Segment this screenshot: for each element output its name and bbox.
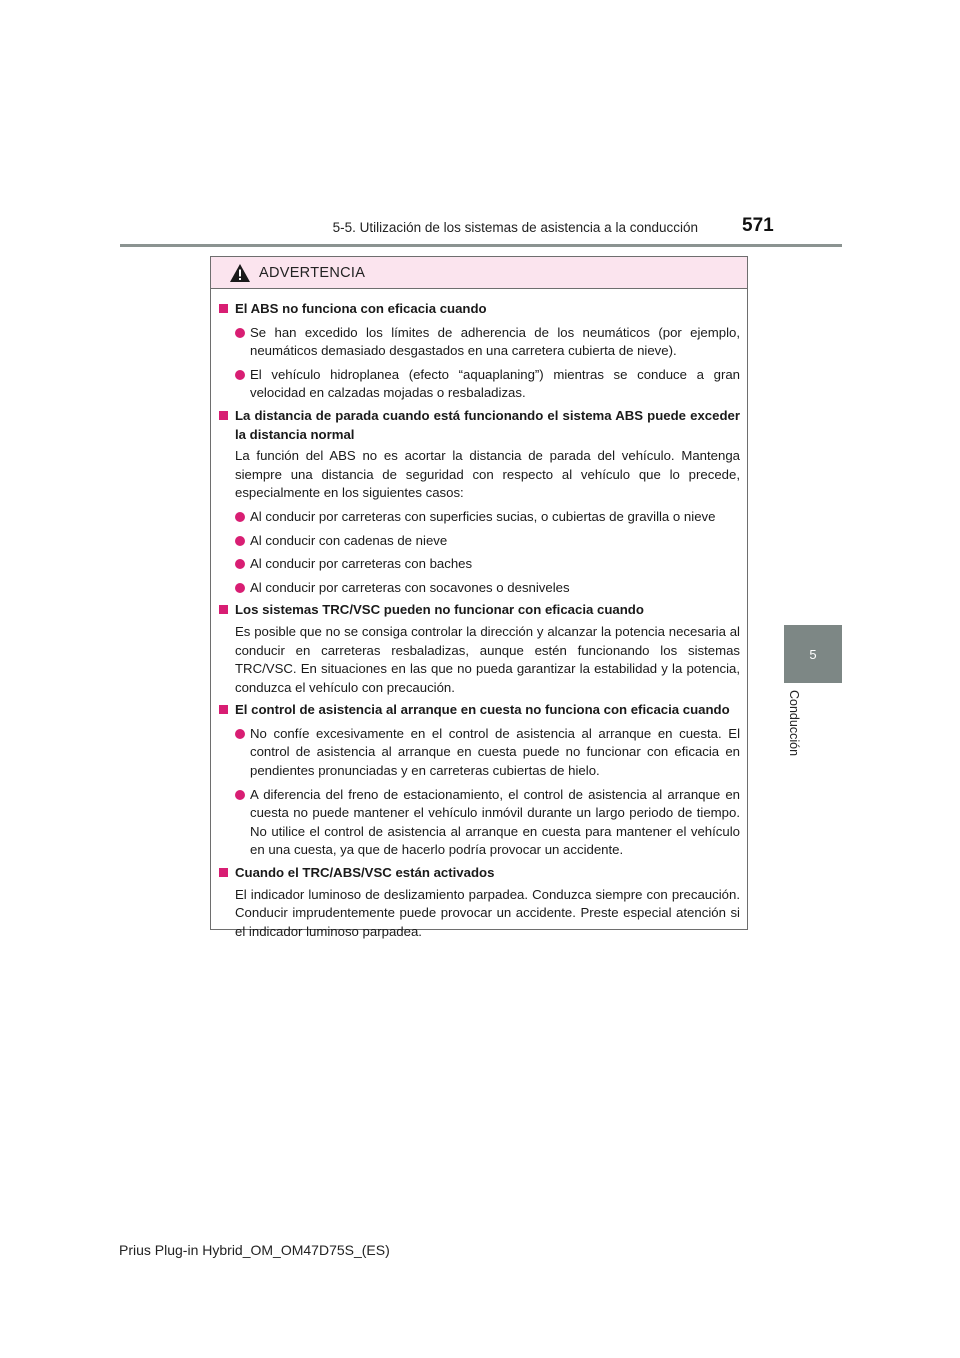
chapter-tab: 5 — [784, 625, 842, 683]
warning-section — [218, 864, 740, 941]
bullet-dot-icon — [235, 328, 245, 338]
warning-section — [218, 701, 740, 860]
section-paragraph: La función del ABS no es acortar la distancia de parada del vehículo. Mantenga siempre una distancia de seguridad con respecto al vehículo que lo precede, especialmente en los siguientes casos: — [235, 448, 740, 501]
bullet-dot-icon — [235, 536, 245, 546]
section-title: El ABS no funciona con eficacia cuando — [235, 301, 487, 316]
section-square-icon — [219, 605, 228, 614]
bullet-text: Se han excedido los límites de adherencia de los neumáticos (por ejemplo, neumáticos demasiado desgastados en una carretera cubierta de nieve). — [250, 324, 740, 359]
section-title: Cuando el TRC/ABS/VSC están activados — [235, 865, 495, 881]
section-title: El control de asistencia al arranque en cuesta no funciona con eficacia cuando — [235, 702, 730, 718]
bullet-dot-icon — [235, 583, 245, 593]
section-square-icon — [219, 411, 228, 420]
warning-heading: ADVERTENCIA — [259, 264, 366, 281]
section-square-icon — [219, 705, 228, 714]
bullet-item — [235, 508, 740, 527]
section-title: Los sistemas TRC/VSC pueden no funcionar con eficacia cuando — [235, 602, 644, 618]
bullet-text: Al conducir por carreteras con baches — [250, 556, 473, 572]
page-number: 571 — [742, 215, 774, 236]
warning-section — [218, 407, 740, 597]
bullet-item — [235, 324, 740, 361]
document-footer: Prius Plug-in Hybrid_OM_OM47D75S_(ES) — [119, 1242, 390, 1258]
bullet-item — [235, 786, 740, 860]
bullet-dot-icon — [235, 512, 245, 522]
bullet-item — [235, 532, 740, 551]
warning-body — [211, 289, 747, 941]
section-paragraph: El indicador luminoso de deslizamiento parpadea. Conduzca siempre con precaución. Conducir imprudentemente puede provocar un accidente. Preste especial atención si el indicador luminoso parpadea. — [235, 886, 740, 939]
bullet-dot-icon — [235, 370, 245, 380]
bullet-text: Al conducir con cadenas de nieve — [250, 532, 448, 548]
bullet-text: A diferencia del freno de estacionamiento, el control de asistencia al arranque en cuesta no puede mantener el vehículo inmóvil durante un largo periodo de tiempo. No utilice el control de asistencia al arranque en cuesta para mantener el vehículo en una cuesta, ya que de hacerlo podría provocar un accidente. — [250, 786, 740, 858]
section-square-icon — [219, 868, 228, 877]
section-header-title: 5-5. Utilización de los sistemas de asistencia a la conducción — [332, 220, 698, 235]
section-paragraph: Es posible que no se consiga controlar la dirección y alcanzar la potencia necesaria al conducir en carreteras resbaladizas, aunque estén funcionando los sistemas TRC/VSC. En situaciones en las que no pueda garantizar la estabilidad y la potencia, conduzca el vehículo con precaución. — [235, 623, 740, 695]
header-divider — [120, 244, 842, 247]
bullet-text: Al conducir por carreteras con superficies sucias, o cubiertas de gravilla o nieve — [250, 508, 716, 524]
bullet-text: El vehículo hidroplanea (efecto “aquaplaning”) mientras se conduce a gran velocidad en calzadas mojadas o resbaladizas. — [250, 366, 740, 401]
bullet-dot-icon — [235, 729, 245, 739]
bullet-dot-icon — [235, 790, 245, 800]
bullet-item — [235, 555, 740, 574]
bullet-text: No confíe excesivamente en el control de asistencia al arranque en cuesta. El control de asistencia al arranque en cuesta puede no funcionar con eficacia en pendientes pronunciadas y en carreteras cubiertas de hielo. — [250, 725, 740, 779]
section-title: La distancia de parada cuando está funcionando el sistema ABS puede exceder la distancia normal — [235, 407, 740, 442]
warning-header — [211, 257, 747, 289]
warning-box — [210, 256, 748, 939]
bullet-item — [235, 579, 740, 598]
section-square-icon — [219, 304, 228, 313]
bullet-dot-icon — [235, 559, 245, 569]
warning-triangle-icon — [229, 263, 251, 283]
warning-section — [218, 300, 740, 403]
warning-section — [218, 601, 740, 697]
bullet-item — [235, 366, 740, 403]
bullet-text: Al conducir por carreteras con socavones o desniveles — [250, 579, 570, 595]
bullet-item — [235, 725, 740, 781]
chapter-label: Conducción — [787, 690, 801, 757]
